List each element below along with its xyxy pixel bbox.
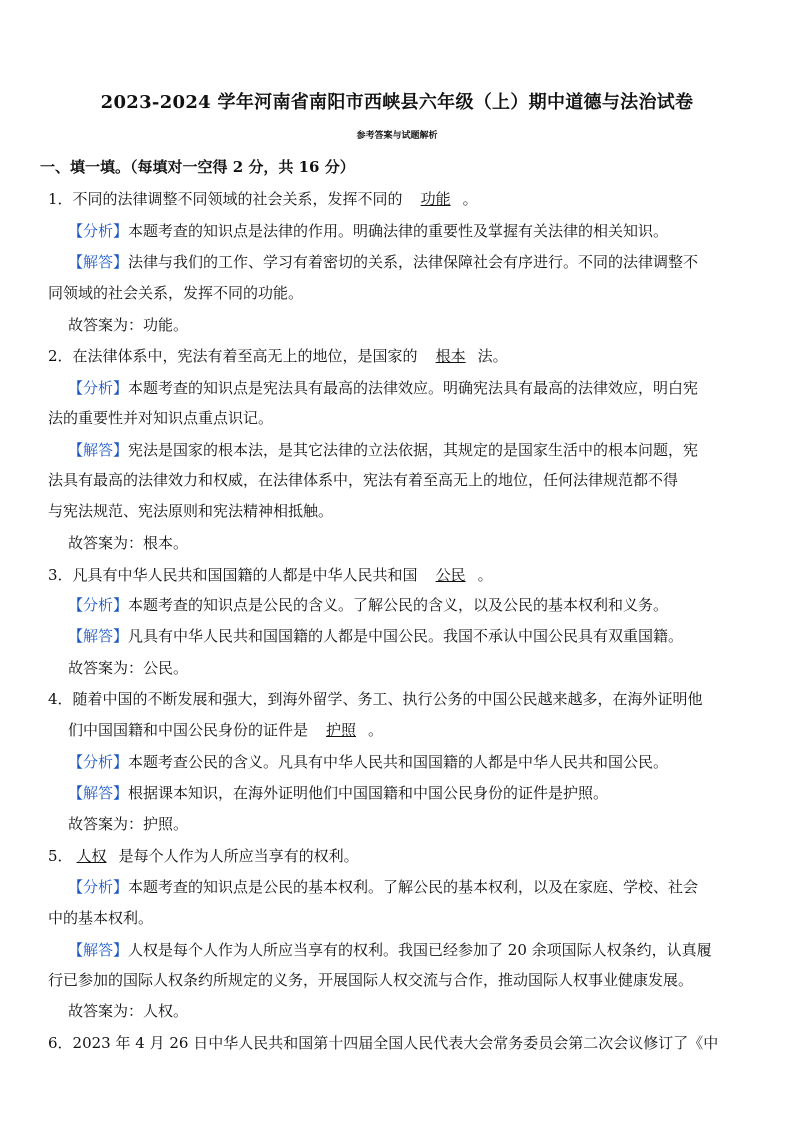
analysis-line: 【分析】本题考查的知识点是宪法具有最高的法律效应。明确宪法具有最高的法律效应，明白宪 xyxy=(68,379,699,397)
analysis-tag: 【分析】 xyxy=(68,753,129,771)
question-4-cont: 们中国国籍和中国公民身份的证件是 护照 。 xyxy=(68,721,384,739)
answer-blank: 公民 xyxy=(435,566,466,584)
solution-line-cont: 法具有最高的法律效力和权威，在法律体系中，宪法有着至高无上的地位，任何法律规范都不得 xyxy=(48,471,679,489)
question-number: 2． xyxy=(48,347,73,365)
solution-tag: 【解答】 xyxy=(68,253,129,271)
final-answer: 故答案为：功能。 xyxy=(68,316,189,334)
analysis-line: 【分析】本题考查的知识点是公民的含义。了解公民的含义，以及公民的基本权利和义务。 xyxy=(68,596,669,614)
question-6 xyxy=(48,1034,718,1052)
analysis-line: 【分析】本题考查的知识点是公民的基本权利。了解公民的基本权利，以及在家庭、学校、社会 xyxy=(68,878,699,896)
question-text: 不同的法律调整不同领域的社会关系，发挥不同的 xyxy=(72,190,403,208)
analysis-tag: 【分析】 xyxy=(68,878,129,896)
question-text: 是每个人作为人所应当享有的权利。 xyxy=(118,847,359,865)
page-title: 2023-2024 学年河南省南阳市西峡县六年级（上）期中道德与法治试卷 xyxy=(100,92,694,113)
answer-blank: 根本 xyxy=(435,347,466,365)
solution-line-cont: 与宪法规范、宪法原则和宪法精神相抵触。 xyxy=(48,502,334,520)
solution-line: 【解答】根据课本知识，在海外证明他们中国国籍和中国公民身份的证件是护照。 xyxy=(68,784,609,802)
question-4 xyxy=(48,690,703,708)
final-answer: 故答案为：公民。 xyxy=(68,659,189,677)
final-answer: 故答案为：人权。 xyxy=(68,1002,189,1020)
solution-line: 【解答】宪法是国家的根本法，是其它法律的立法依据，其规定的是国家生活中的根本问题，宪 xyxy=(68,441,699,459)
question-text: 凡具有中华人民共和国国籍的人都是中华人民共和国 xyxy=(72,566,418,584)
solution-line-cont: 同领域的社会关系，发挥不同的功能。 xyxy=(48,284,304,302)
question-3: 3．凡具有中华人民共和国国籍的人都是中华人民共和国 公民 。 xyxy=(48,566,493,584)
analysis-line-cont: 中的基本权利。 xyxy=(48,909,154,927)
question-number: 5． xyxy=(48,847,73,865)
question-text: 2023 年 4 月 26 日中华人民共和国第十四届全国人民代表大会常务委员会第二次会议修订了《中 xyxy=(72,1034,719,1052)
solution-tag: 【解答】 xyxy=(68,627,129,645)
final-answer: 故答案为：根本。 xyxy=(68,534,189,552)
analysis-tag: 【分析】 xyxy=(68,596,129,614)
solution-line: 【解答】凡具有中华人民共和国国籍的人都是中国公民。我国不承认中国公民具有双重国籍。 xyxy=(68,627,684,645)
analysis-line: 【分析】本题考查的知识点是法律的作用。明确法律的重要性及掌握有关法律的相关知识。 xyxy=(68,222,669,240)
question-number: 4． xyxy=(48,690,73,708)
question-number: 6． xyxy=(48,1034,73,1052)
solution-tag: 【解答】 xyxy=(68,941,129,959)
answer-blank: 人权 xyxy=(76,847,107,865)
solution-tag: 【解答】 xyxy=(68,784,129,802)
analysis-tag: 【分析】 xyxy=(68,379,129,397)
solution-line-cont: 行已参加的国际人权条约所规定的义务，开展国际人权交流与合作，推动国际人权事业健康发展。 xyxy=(48,971,694,989)
answer-blank: 护照 xyxy=(326,721,357,739)
question-1: 1．不同的法律调整不同领域的社会关系，发挥不同的 功能 。 xyxy=(48,190,478,208)
solution-line: 【解答】法律与我们的工作、学习有着密切的关系，法律保障社会有序进行。不同的法律调整不 xyxy=(68,253,699,271)
question-number: 1． xyxy=(48,190,73,208)
answer-blank: 功能 xyxy=(420,190,451,208)
question-2: 2．在法律体系中，宪法有着至高无上的地位，是国家的 根本 法。 xyxy=(48,347,508,365)
question-text: 在法律体系中，宪法有着至高无上的地位，是国家的 xyxy=(72,347,418,365)
analysis-tag: 【分析】 xyxy=(68,222,129,240)
analysis-line-cont: 法的重要性并对知识点重点识记。 xyxy=(48,409,274,427)
section-heading: 一、填一填。（每填对一空得 2 分，共 16 分） xyxy=(40,158,355,176)
solution-line: 【解答】人权是每个人作为人所应当享有的权利。我国已经参加了 20 余项国际人权条约，认真履 xyxy=(68,941,712,959)
question-5 xyxy=(48,847,359,865)
analysis-line: 【分析】本题考查公民的含义。凡具有中华人民共和国国籍的人都是中华人民共和国公民。 xyxy=(68,753,669,771)
final-answer: 故答案为：护照。 xyxy=(68,815,189,833)
page-subtitle: 参考答案与试题解析 xyxy=(356,131,438,141)
solution-tag: 【解答】 xyxy=(68,441,129,459)
question-number: 3． xyxy=(48,566,73,584)
question-text: 随着中国的不断发展和强大，到海外留学、务工、执行公务的中国公民越来越多，在海外证明他 xyxy=(72,690,703,708)
